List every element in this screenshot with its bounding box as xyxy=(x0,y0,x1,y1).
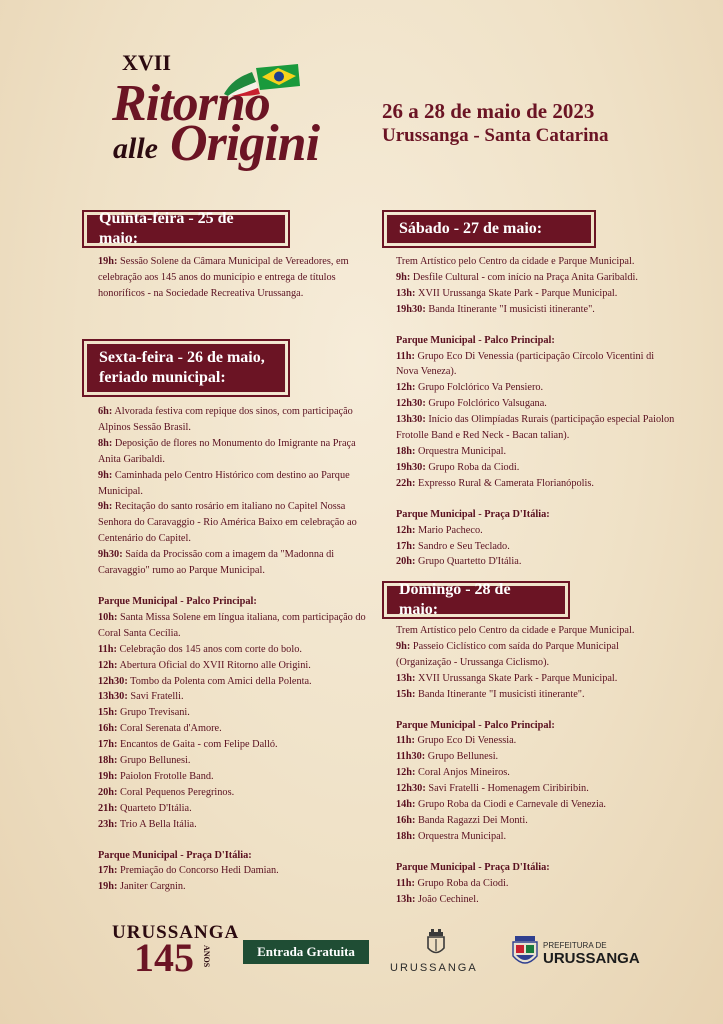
schedule-item: 22h: Expresso Rural & Camerata Florianópolis. xyxy=(396,477,594,489)
schedule-item: 6h: Alvorada festiva com repique dos sinos, com participação Alpinos Sessão Brasil. xyxy=(98,406,353,433)
friday-schedule xyxy=(98,404,368,895)
anniversary-logo-suffix: ANOS xyxy=(202,945,211,968)
schedule-intro: Trem Artístico pelo Centro da cidade e Parque Municipal. xyxy=(396,625,635,636)
schedule-item: 13h30: Savi Fratelli. xyxy=(98,691,184,703)
schedule-item: 17h: Premiação do Concorso Hedi Damian. xyxy=(98,865,279,877)
schedule-item: 18h: Orquestra Municipal. xyxy=(396,830,507,842)
logo-word-ritorno: Ritorno xyxy=(112,75,270,132)
day-header-friday xyxy=(86,343,286,393)
schedule-item: 16h: Banda Ragazzi Dei Monti. xyxy=(396,814,528,826)
schedule-item: 12h: Abertura Oficial do XVII Ritorno alle Origini. xyxy=(98,659,311,671)
schedule-item: 12h30: Savi Fratelli - Homenagem Ciribiribin. xyxy=(396,783,589,795)
schedule-item: 11h: Grupo Roba da Ciodi. xyxy=(396,877,509,889)
logo-edition: XVII xyxy=(122,50,171,75)
free-entry-badge: Entrada Gratuita xyxy=(243,940,369,964)
schedule-item: 12h30: Grupo Folclórico Valsugana. xyxy=(396,398,547,410)
logo-word-origini: Origini xyxy=(170,115,320,172)
day-header-thursday: Quinta-feira - 25 de maio: xyxy=(86,214,286,244)
schedule-item: 19h30: Grupo Roba da Ciodi. xyxy=(396,461,520,473)
day-header-saturday: Sábado - 27 de maio: xyxy=(386,214,592,244)
schedule-item: 17h: Sandro e Seu Teclado. xyxy=(396,540,510,552)
schedule-item: 11h30: Grupo Bellunesi. xyxy=(396,751,499,763)
schedule-item: 23h: Trio A Bella Itália. xyxy=(98,818,197,830)
schedule-item: 9h: Caminhada pelo Centro Histórico com destino ao Parque Municipal. xyxy=(98,469,350,497)
schedule-item: 12h30: Tombo da Polenta com Amici della Polenta. xyxy=(98,675,312,687)
prefecture-label-top: PREFEITURA DE xyxy=(543,941,607,950)
schedule-item: 10h: Santa Missa Solene em língua italiana, com participação do Coral Santa Cecília. xyxy=(98,611,366,639)
schedule-item: 13h: João Cechinel. xyxy=(396,893,479,905)
prefecture-shield-icon xyxy=(512,936,538,968)
schedule-item: 18h: Orquestra Municipal. xyxy=(396,445,507,457)
day-header-friday-line1: Sexta-feira - 26 de maio, xyxy=(99,349,265,366)
schedule-item: 16h: Coral Serenata d'Amore. xyxy=(98,723,222,735)
stage-section-title: Parque Municipal - Palco Principal: xyxy=(396,719,555,731)
schedule-item: 11h: Grupo Eco Di Venessia. xyxy=(396,735,517,747)
plaza-section-title: Parque Municipal - Praça D'Itália: xyxy=(396,861,550,873)
day-header-sunday: Domingo - 28 de maio: xyxy=(386,585,566,615)
schedule-item: 19h: Janiter Cargnin. xyxy=(98,881,186,893)
anniversary-logo-number: 145 xyxy=(134,935,194,980)
schedule-item: 13h: XVII Urussanga Skate Park - Parque Municipal. xyxy=(396,672,618,684)
schedule-item: 15h: Banda Itinerante "I musicisti itinerante". xyxy=(396,688,585,700)
stage-section-title: Parque Municipal - Palco Principal: xyxy=(98,595,257,607)
schedule-item: 12h: Mario Pacheco. xyxy=(396,524,483,536)
sunday-schedule xyxy=(396,623,676,908)
schedule-item: 13h: XVII Urussanga Skate Park - Parque Municipal. xyxy=(396,287,618,299)
schedule-item: 9h30: Saída da Procissão com a imagem da "Madonna di Caravaggio" rumo ao Parque Municipal. xyxy=(98,549,335,577)
schedule-item: 11h: Grupo Eco Di Venessia (participação Círcolo Vicentini di Nova Veneza). xyxy=(396,350,655,378)
schedule-item: 12h: Grupo Folclórico Va Pensiero. xyxy=(396,382,544,394)
event-place: Urussanga - Santa Catarina xyxy=(382,125,609,146)
schedule-item: 21h: Quarteto D'Itália. xyxy=(98,802,192,814)
plaza-section-title: Parque Municipal - Praça D'Itália: xyxy=(396,508,550,520)
schedule-item: 8h: Deposição de flores no Monumento do Imigrante na Praça Anita Garibaldi. xyxy=(98,437,356,465)
schedule-item: 9h: Recitação do santo rosário em italiano no Capitel Nossa Senhora do Caravaggio - Rio América Baixo em celebração ao Centenário do Capitel. xyxy=(98,501,357,545)
schedule-item: 20h: Coral Pequenos Peregrinos. xyxy=(98,786,235,798)
logo-word-alle: alle xyxy=(113,132,158,165)
schedule-item: 17h: Encantos de Gaita - com Felipe Dalló. xyxy=(98,739,278,751)
schedule-item: 9h: Desfile Cultural - com início na Praça Anita Garibaldi. xyxy=(396,271,638,283)
schedule-item: 11h: Celebração dos 145 anos com corte do bolo. xyxy=(98,643,302,655)
thursday-schedule xyxy=(98,254,358,302)
schedule-item: 19h: Paiolon Frotolle Band. xyxy=(98,770,214,782)
saturday-schedule xyxy=(396,254,676,570)
crest-label: URUSSANGA xyxy=(390,962,478,974)
prefecture-label-name: URUSSANGA xyxy=(543,950,640,967)
schedule-item: 12h: Coral Anjos Mineiros. xyxy=(396,767,510,779)
plaza-section-title: Parque Municipal - Praça D'Itália: xyxy=(98,849,252,861)
schedule-item: 9h: Passeio Ciclístico com saída do Parque Municipal (Organização - Urussanga Ciclismo). xyxy=(396,640,619,668)
stage-section-title: Parque Municipal - Palco Principal: xyxy=(396,334,555,346)
schedule-item: 19h: Sessão Solene da Câmara Municipal de Vereadores, em celebração aos 145 anos do município e entrega de títulos honoríficos - na Sociedade Recreativa Urussanga. xyxy=(98,256,349,299)
schedule-item: 14h: Grupo Roba da Ciodi e Carnevale di Venezia. xyxy=(396,799,607,811)
event-dates: 26 a 28 de maio de 2023 xyxy=(382,99,595,123)
city-crest-icon xyxy=(425,928,447,958)
schedule-item: 18h: Grupo Bellunesi. xyxy=(98,755,191,767)
day-header-friday-line2: feriado municipal: xyxy=(99,369,226,386)
schedule-item: 15h: Grupo Trevisani. xyxy=(98,707,190,719)
schedule-item: 13h30: Início das Olimpíadas Rurais (participação especial Paiolon Frotolle Band e Red Neck - Bacan talian). xyxy=(396,414,675,442)
schedule-item: 20h: Grupo Quartetto D'Itália. xyxy=(396,556,522,568)
schedule-intro: Trem Artístico pelo Centro da cidade e Parque Municipal. xyxy=(396,256,635,267)
schedule-item: 19h30: Banda Itinerante "I musicisti itinerante". xyxy=(396,303,595,315)
anniversary-logo-name: URUSSANGA xyxy=(112,922,240,943)
